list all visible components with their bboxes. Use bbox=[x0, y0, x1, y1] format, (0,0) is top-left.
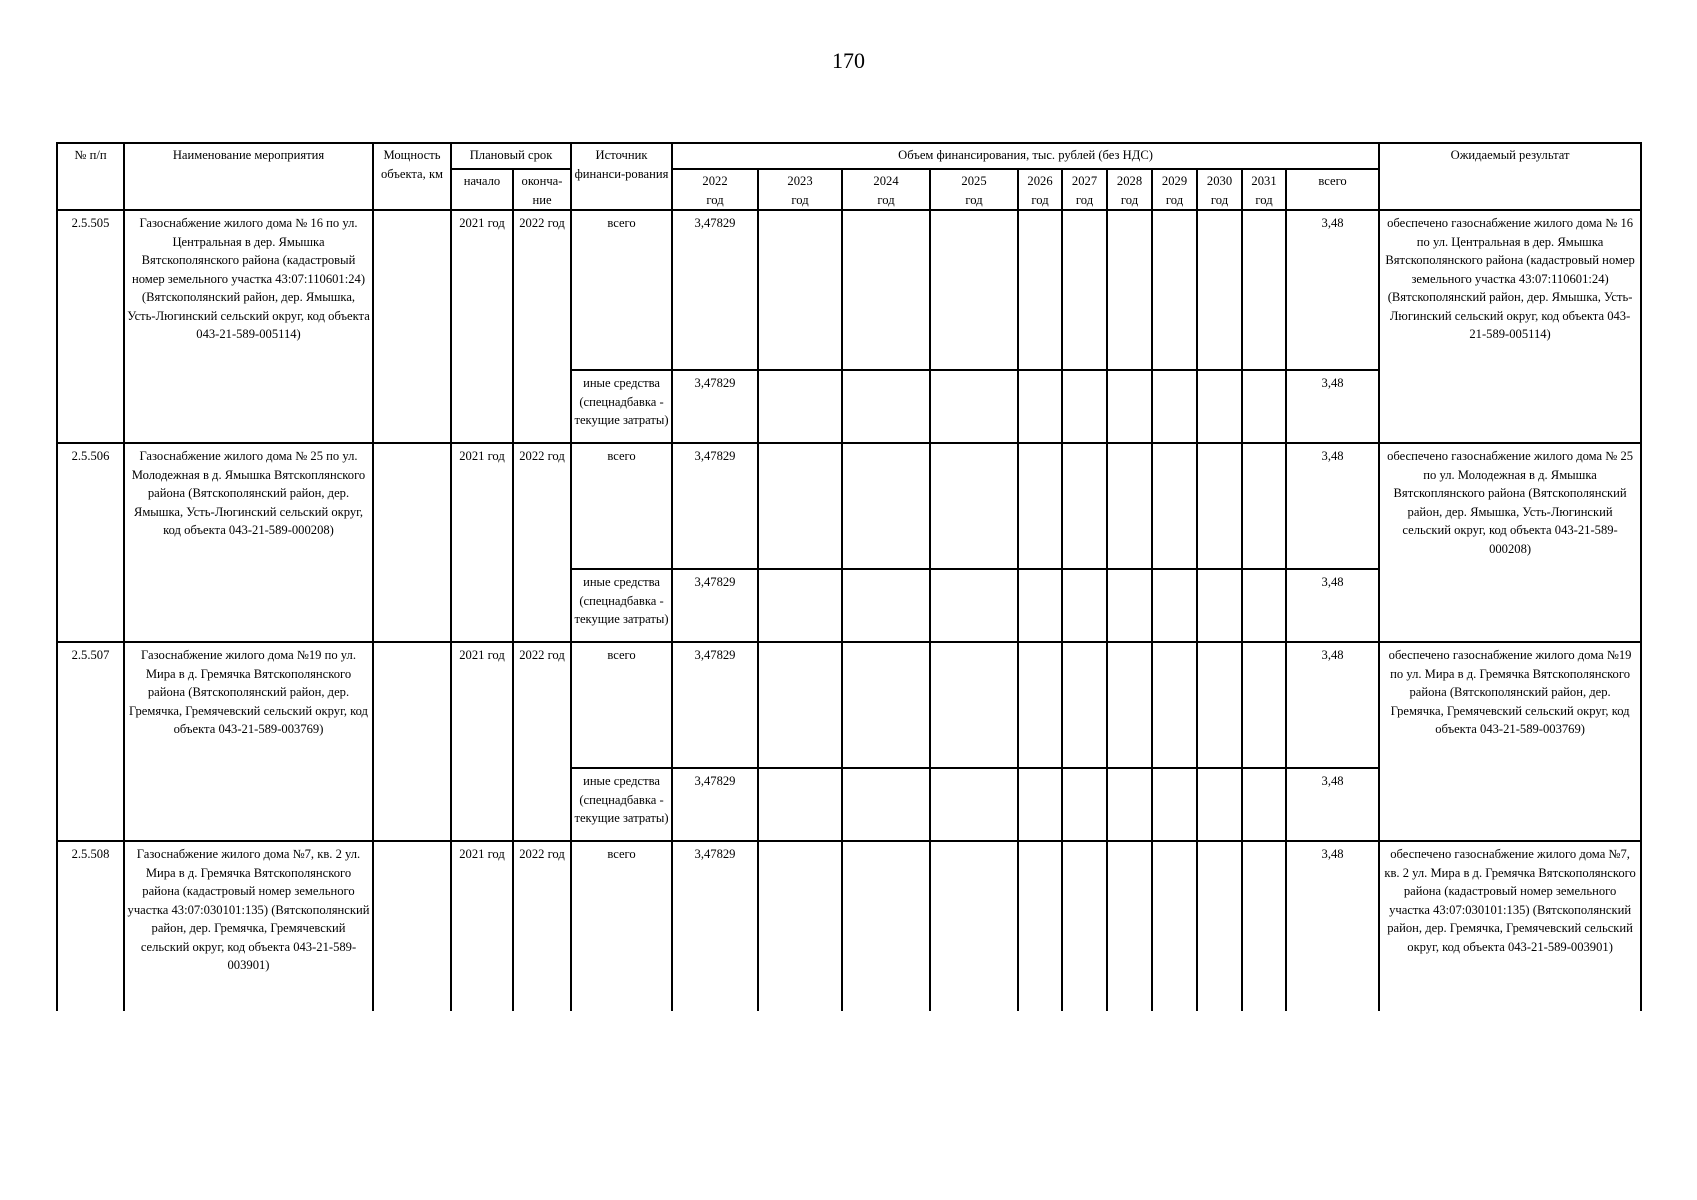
amount-2030 bbox=[1197, 841, 1242, 1011]
amount-2023 bbox=[758, 768, 842, 841]
funding-source: всего bbox=[571, 642, 672, 768]
amount-2029 bbox=[1152, 768, 1197, 841]
amount-2031 bbox=[1242, 443, 1286, 569]
amount-2029 bbox=[1152, 210, 1197, 370]
header-year-2028 bbox=[1107, 169, 1152, 210]
amount-2030 bbox=[1197, 443, 1242, 569]
expected-result: обеспечено газоснабжение жилого дома №7, кв. 2 ул. Мира в д. Гремячка Вятскополянского района (кадастровый номер земельного участка 43:07:030101:135) (Вятскополянский район, дер. Гремячка, Гремячевский сельский округ, код объекта 043-21-589-003901) bbox=[1379, 841, 1641, 1011]
amount-2030 bbox=[1197, 768, 1242, 841]
amount-2023 bbox=[758, 443, 842, 569]
financing-table-container bbox=[56, 142, 1642, 1011]
amount-2029 bbox=[1152, 443, 1197, 569]
amount-total: 3,48 bbox=[1286, 443, 1379, 569]
header-year-value: 2026 bbox=[1027, 174, 1053, 188]
amount-2022: 3,47829 bbox=[672, 768, 758, 841]
amount-2025 bbox=[930, 370, 1018, 443]
amount-2031 bbox=[1242, 210, 1286, 370]
amount-2030 bbox=[1197, 642, 1242, 768]
amount-2028 bbox=[1107, 569, 1152, 642]
amount-2030 bbox=[1197, 210, 1242, 370]
funding-source: иные средства (спецнадбавка - текущие затраты) bbox=[571, 768, 672, 841]
expected-result: обеспечено газоснабжение жилого дома № 16 по ул. Центральная в дер. Ямышка Вятскополянского района (кадастровый номер земельного участка 43:07:110601:24) (Вятскополянский район, дер. Ямышка, Усть-Люгинский сельский округ, код объекта 043-21-589-005114) bbox=[1379, 210, 1641, 443]
end-year: 2022 год bbox=[513, 841, 571, 1011]
amount-2026 bbox=[1018, 569, 1062, 642]
measure-name: Газоснабжение жилого дома № 16 по ул. Центральная в дер. Ямышка Вятскополянского района (кадастровый номер земельного участка 43:07:110601:24) (Вятскополянский район, дер. Ямышка, Усть-Люгинский сельский округ, код объекта 043-21-589-005114) bbox=[124, 210, 373, 443]
header-year-2022 bbox=[672, 169, 758, 210]
amount-2023 bbox=[758, 370, 842, 443]
table-row bbox=[57, 841, 1641, 1011]
header-result: Ожидаемый результат bbox=[1379, 143, 1641, 210]
header-year-value: 2025 bbox=[961, 174, 987, 188]
amount-2025 bbox=[930, 443, 1018, 569]
funding-source: иные средства (спецнадбавка - текущие затраты) bbox=[571, 569, 672, 642]
header-year-value: 2030 bbox=[1206, 174, 1233, 188]
header-year-unit: год bbox=[1031, 192, 1049, 207]
amount-2028 bbox=[1107, 841, 1152, 1011]
header-year-value: 2031 bbox=[1251, 174, 1277, 188]
amount-2023 bbox=[758, 642, 842, 768]
header-year-value: 2028 bbox=[1116, 174, 1143, 188]
start-year: 2021 год bbox=[451, 210, 513, 443]
funding-source: всего bbox=[571, 443, 672, 569]
amount-2022: 3,47829 bbox=[672, 443, 758, 569]
measure-name: Газоснабжение жилого дома № 25 по ул. Молодежная в д. Ямышка Вятскоплянского района (Вятскополянский район, дер. Ямышка, Усть-Люгинский сельский округ, код объекта 043-21-589-000208) bbox=[124, 443, 373, 642]
header-total: всего bbox=[1286, 169, 1379, 210]
amount-2031 bbox=[1242, 569, 1286, 642]
start-year: 2021 год bbox=[451, 841, 513, 1011]
amount-2030 bbox=[1197, 569, 1242, 642]
header-start: начало bbox=[451, 169, 513, 210]
expected-result: обеспечено газоснабжение жилого дома № 25 по ул. Молодежная в д. Ямышка Вятскоплянского района (Вятскополянский район, дер. Ямышка, Усть-Люгинский сельский округ, код объекта 043-21-589-000208) bbox=[1379, 443, 1641, 642]
table-row bbox=[57, 443, 1641, 569]
header-year-2027 bbox=[1062, 169, 1107, 210]
header-year-2025 bbox=[930, 169, 1018, 210]
header-year-unit: год bbox=[1120, 192, 1139, 207]
object-power bbox=[373, 210, 451, 443]
page-number: 170 bbox=[832, 48, 865, 73]
amount-total: 3,48 bbox=[1286, 210, 1379, 370]
header-year-value: 2022 bbox=[702, 174, 728, 188]
end-year: 2022 год bbox=[513, 443, 571, 642]
amount-2025 bbox=[930, 841, 1018, 1011]
amount-2026 bbox=[1018, 768, 1062, 841]
amount-total: 3,48 bbox=[1286, 642, 1379, 768]
amount-2030 bbox=[1197, 370, 1242, 443]
amount-total: 3,48 bbox=[1286, 841, 1379, 1011]
amount-total: 3,48 bbox=[1286, 569, 1379, 642]
funding-source: всего bbox=[571, 210, 672, 370]
amount-2024 bbox=[842, 443, 930, 569]
funding-source: всего bbox=[571, 841, 672, 1011]
amount-2024 bbox=[842, 768, 930, 841]
header-year-unit: год bbox=[1255, 192, 1273, 207]
row-number: 2.5.507 bbox=[57, 642, 124, 841]
amount-2023 bbox=[758, 569, 842, 642]
header-year-2030 bbox=[1197, 169, 1242, 210]
amount-2028 bbox=[1107, 443, 1152, 569]
amount-2025 bbox=[930, 642, 1018, 768]
row-number: 2.5.508 bbox=[57, 841, 124, 1011]
amount-2031 bbox=[1242, 370, 1286, 443]
amount-2028 bbox=[1107, 210, 1152, 370]
header-planned-term: Плановый срок bbox=[451, 143, 571, 169]
object-power bbox=[373, 642, 451, 841]
header-financing: Объем финансирования, тыс. рублей (без НДС) bbox=[672, 143, 1379, 169]
amount-2028 bbox=[1107, 768, 1152, 841]
amount-2024 bbox=[842, 569, 930, 642]
amount-2022: 3,47829 bbox=[672, 210, 758, 370]
start-year: 2021 год bbox=[451, 443, 513, 642]
header-name: Наименование мероприятия bbox=[124, 143, 373, 210]
amount-2022: 3,47829 bbox=[672, 642, 758, 768]
amount-2029 bbox=[1152, 642, 1197, 768]
amount-2028 bbox=[1107, 642, 1152, 768]
amount-2024 bbox=[842, 370, 930, 443]
amount-2025 bbox=[930, 768, 1018, 841]
amount-2028 bbox=[1107, 370, 1152, 443]
header-year-2029 bbox=[1152, 169, 1197, 210]
table-row bbox=[57, 642, 1641, 768]
header-year-unit: год bbox=[877, 192, 895, 207]
funding-source: иные средства (спецнадбавка - текущие затраты) bbox=[571, 370, 672, 443]
header-year-value: 2029 bbox=[1161, 174, 1188, 188]
amount-2027 bbox=[1062, 841, 1107, 1011]
header-power: Мощность объекта, км bbox=[373, 143, 451, 210]
header-year-value: 2027 bbox=[1071, 174, 1098, 188]
amount-2026 bbox=[1018, 841, 1062, 1011]
amount-2027 bbox=[1062, 370, 1107, 443]
amount-2027 bbox=[1062, 569, 1107, 642]
amount-2026 bbox=[1018, 370, 1062, 443]
amount-2023 bbox=[758, 841, 842, 1011]
amount-2022: 3,47829 bbox=[672, 370, 758, 443]
amount-2026 bbox=[1018, 642, 1062, 768]
amount-2026 bbox=[1018, 210, 1062, 370]
header-year-value: 2023 bbox=[787, 174, 813, 188]
table-row bbox=[57, 210, 1641, 370]
amount-2022: 3,47829 bbox=[672, 841, 758, 1011]
amount-2024 bbox=[842, 210, 930, 370]
amount-2027 bbox=[1062, 768, 1107, 841]
amount-2025 bbox=[930, 210, 1018, 370]
start-year: 2021 год bbox=[451, 642, 513, 841]
row-number: 2.5.505 bbox=[57, 210, 124, 443]
header-num: № п/п bbox=[57, 143, 124, 210]
object-power bbox=[373, 443, 451, 642]
object-power bbox=[373, 841, 451, 1011]
amount-2031 bbox=[1242, 642, 1286, 768]
header-year-2031 bbox=[1242, 169, 1286, 210]
amount-2029 bbox=[1152, 841, 1197, 1011]
end-year: 2022 год bbox=[513, 210, 571, 443]
header-year-value: 2024 bbox=[873, 174, 899, 188]
amount-2026 bbox=[1018, 443, 1062, 569]
header-end: оконча-ние bbox=[513, 169, 571, 210]
amount-2031 bbox=[1242, 768, 1286, 841]
header-year-unit: год bbox=[791, 192, 809, 207]
header-year-unit: год bbox=[706, 192, 724, 207]
measure-name: Газоснабжение жилого дома №7, кв. 2 ул. Мира в д. Гремячка Вятскополянского района (кадастровый номер земельного участка 43:07:030101:135) (Вятскополянский район, дер. Гремячка, Гремячевский сельский округ, код объекта 043-21-589-003901) bbox=[124, 841, 373, 1011]
amount-2027 bbox=[1062, 443, 1107, 569]
amount-2024 bbox=[842, 841, 930, 1011]
header-year-2024 bbox=[842, 169, 930, 210]
header-year-2023 bbox=[758, 169, 842, 210]
end-year: 2022 год bbox=[513, 642, 571, 841]
header-year-unit: год bbox=[1075, 192, 1094, 207]
amount-2023 bbox=[758, 210, 842, 370]
amount-2025 bbox=[930, 569, 1018, 642]
amount-total: 3,48 bbox=[1286, 768, 1379, 841]
amount-2029 bbox=[1152, 569, 1197, 642]
amount-2031 bbox=[1242, 841, 1286, 1011]
amount-2027 bbox=[1062, 210, 1107, 370]
financing-table bbox=[56, 142, 1642, 1011]
row-number: 2.5.506 bbox=[57, 443, 124, 642]
expected-result: обеспечено газоснабжение жилого дома №19 по ул. Мира в д. Гремячка Вятскополянского района (Вятскополянский район, дер. Гремячка, Гремячевский сельский округ, код объекта 043-21-589-003769) bbox=[1379, 642, 1641, 841]
amount-2029 bbox=[1152, 370, 1197, 443]
header-source: Источник финанси-рования bbox=[571, 143, 672, 210]
amount-2024 bbox=[842, 642, 930, 768]
amount-2027 bbox=[1062, 642, 1107, 768]
header-year-unit: год bbox=[1165, 192, 1184, 207]
header-year-2026 bbox=[1018, 169, 1062, 210]
header-year-unit: год bbox=[965, 192, 983, 207]
measure-name: Газоснабжение жилого дома №19 по ул. Мира в д. Гремячка Вятскополянского района (Вятскополянский район, дер. Гремячка, Гремячевский сельский округ, код объекта 043-21-589-003769) bbox=[124, 642, 373, 841]
amount-2022: 3,47829 bbox=[672, 569, 758, 642]
header-year-unit: год bbox=[1210, 192, 1229, 207]
amount-total: 3,48 bbox=[1286, 370, 1379, 443]
